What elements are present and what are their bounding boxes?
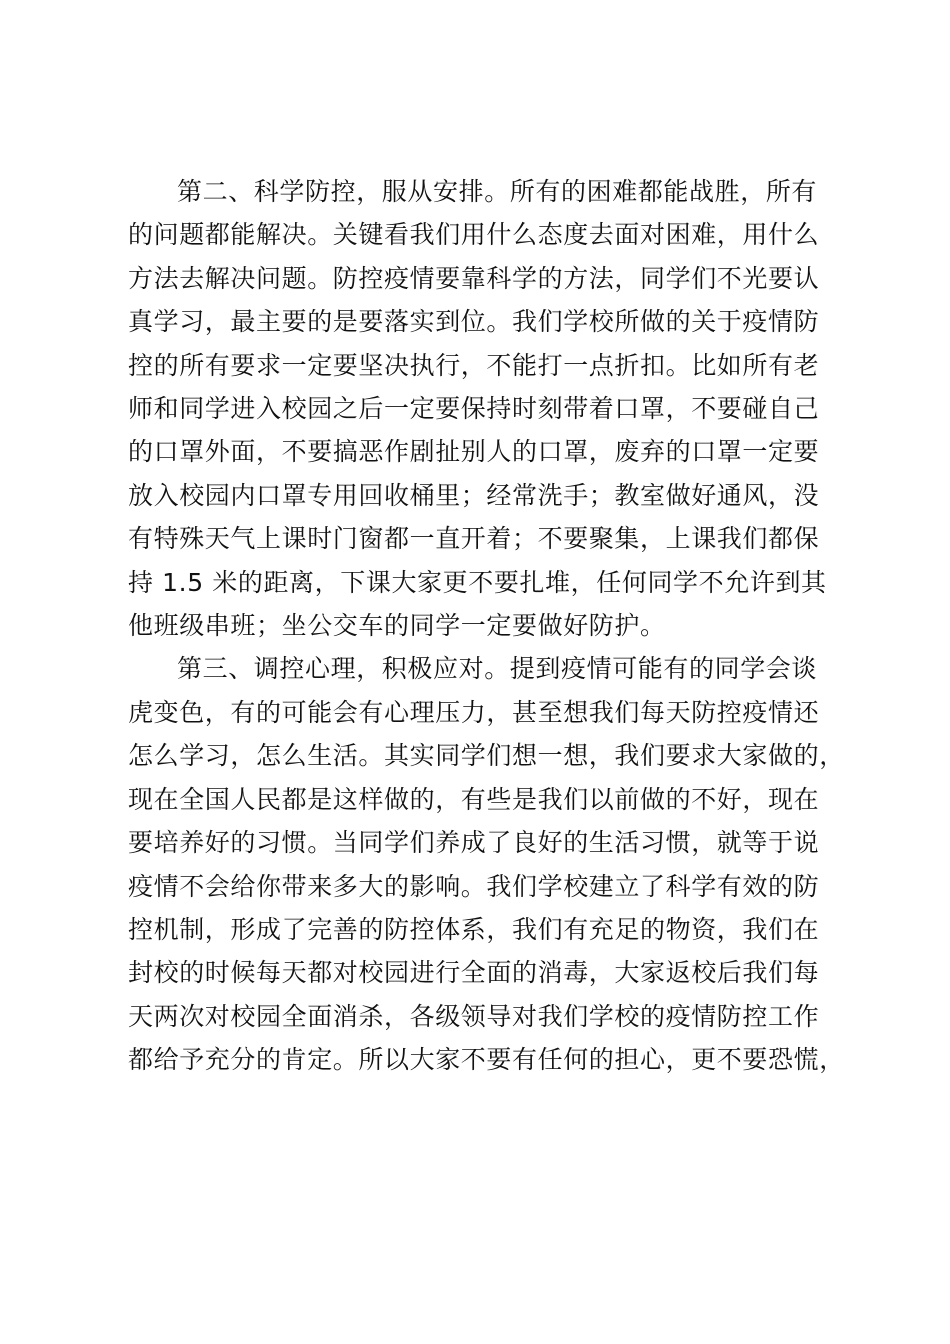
text-line: 封校的时候每天都对校园进行全面的消毒，大家返校后我们每: [128, 958, 820, 988]
paragraph-2: [128, 170, 848, 647]
text-line: 放入校园内口罩专用回收桶里；经常洗手；教室做好通风，没: [128, 480, 820, 510]
document-body: [128, 170, 848, 1082]
text-line: 现在全国人民都是这样做的，有些是我们以前做的不好，现在: [128, 784, 820, 814]
paragraph-3: [128, 647, 848, 1081]
text-line: 持 1.5 米的距离，下课大家更不要扎堆，任何同学不允许到其: [128, 567, 827, 597]
text-line: 有特殊天气上课时门窗都一直开着；不要聚集，上课我们都保: [128, 524, 820, 554]
text-line: 要培养好的习惯。当同学们养成了良好的生活习惯，就等于说: [128, 828, 820, 858]
text-line: 方法去解决问题。防控疫情要靠科学的方法，同学们不光要认: [128, 263, 820, 293]
text-line: 的口罩外面，不要搞恶作剧扯别人的口罩，废弃的口罩一定要: [128, 437, 820, 467]
text-line: 怎么学习，怎么生活。其实同学们想一想，我们要求大家做的，: [128, 741, 845, 771]
text-line: 第二、科学防控，服从安排。所有的困难都能战胜，所有: [177, 177, 818, 206]
text-line: 第三、调控心理，积极应对。提到疫情可能有的同学会谈: [177, 654, 818, 684]
text-line: 控的所有要求一定要坚决执行，不能打一点折扣。比如所有老: [128, 350, 820, 380]
text-line: 他班级串班；坐公交车的同学一定要做好防护。: [128, 611, 666, 641]
text-line: 的问题都能解决。关键看我们用什么态度去面对困难，用什么: [128, 220, 820, 250]
text-line: 天两次对校园全面消杀，各级领导对我们学校的疫情防控工作: [128, 1001, 820, 1031]
text-line: 师和同学进入校园之后一定要保持时刻带着口罩，不要碰自己: [128, 394, 820, 424]
text-line: 疫情不会给你带来多大的影响。我们学校建立了科学有效的防: [128, 871, 820, 901]
text-line: 控机制，形成了完善的防控体系，我们有充足的物资，我们在: [128, 914, 820, 944]
text-line: 虎变色，有的可能会有心理压力，甚至想我们每天防控疫情还: [128, 697, 820, 727]
text-line: 都给予充分的肯定。所以大家不要有任何的担心，更不要恐慌，: [128, 1045, 845, 1075]
text-line: 真学习，最主要的是要落实到位。我们学校所做的关于疫情防: [128, 307, 820, 337]
